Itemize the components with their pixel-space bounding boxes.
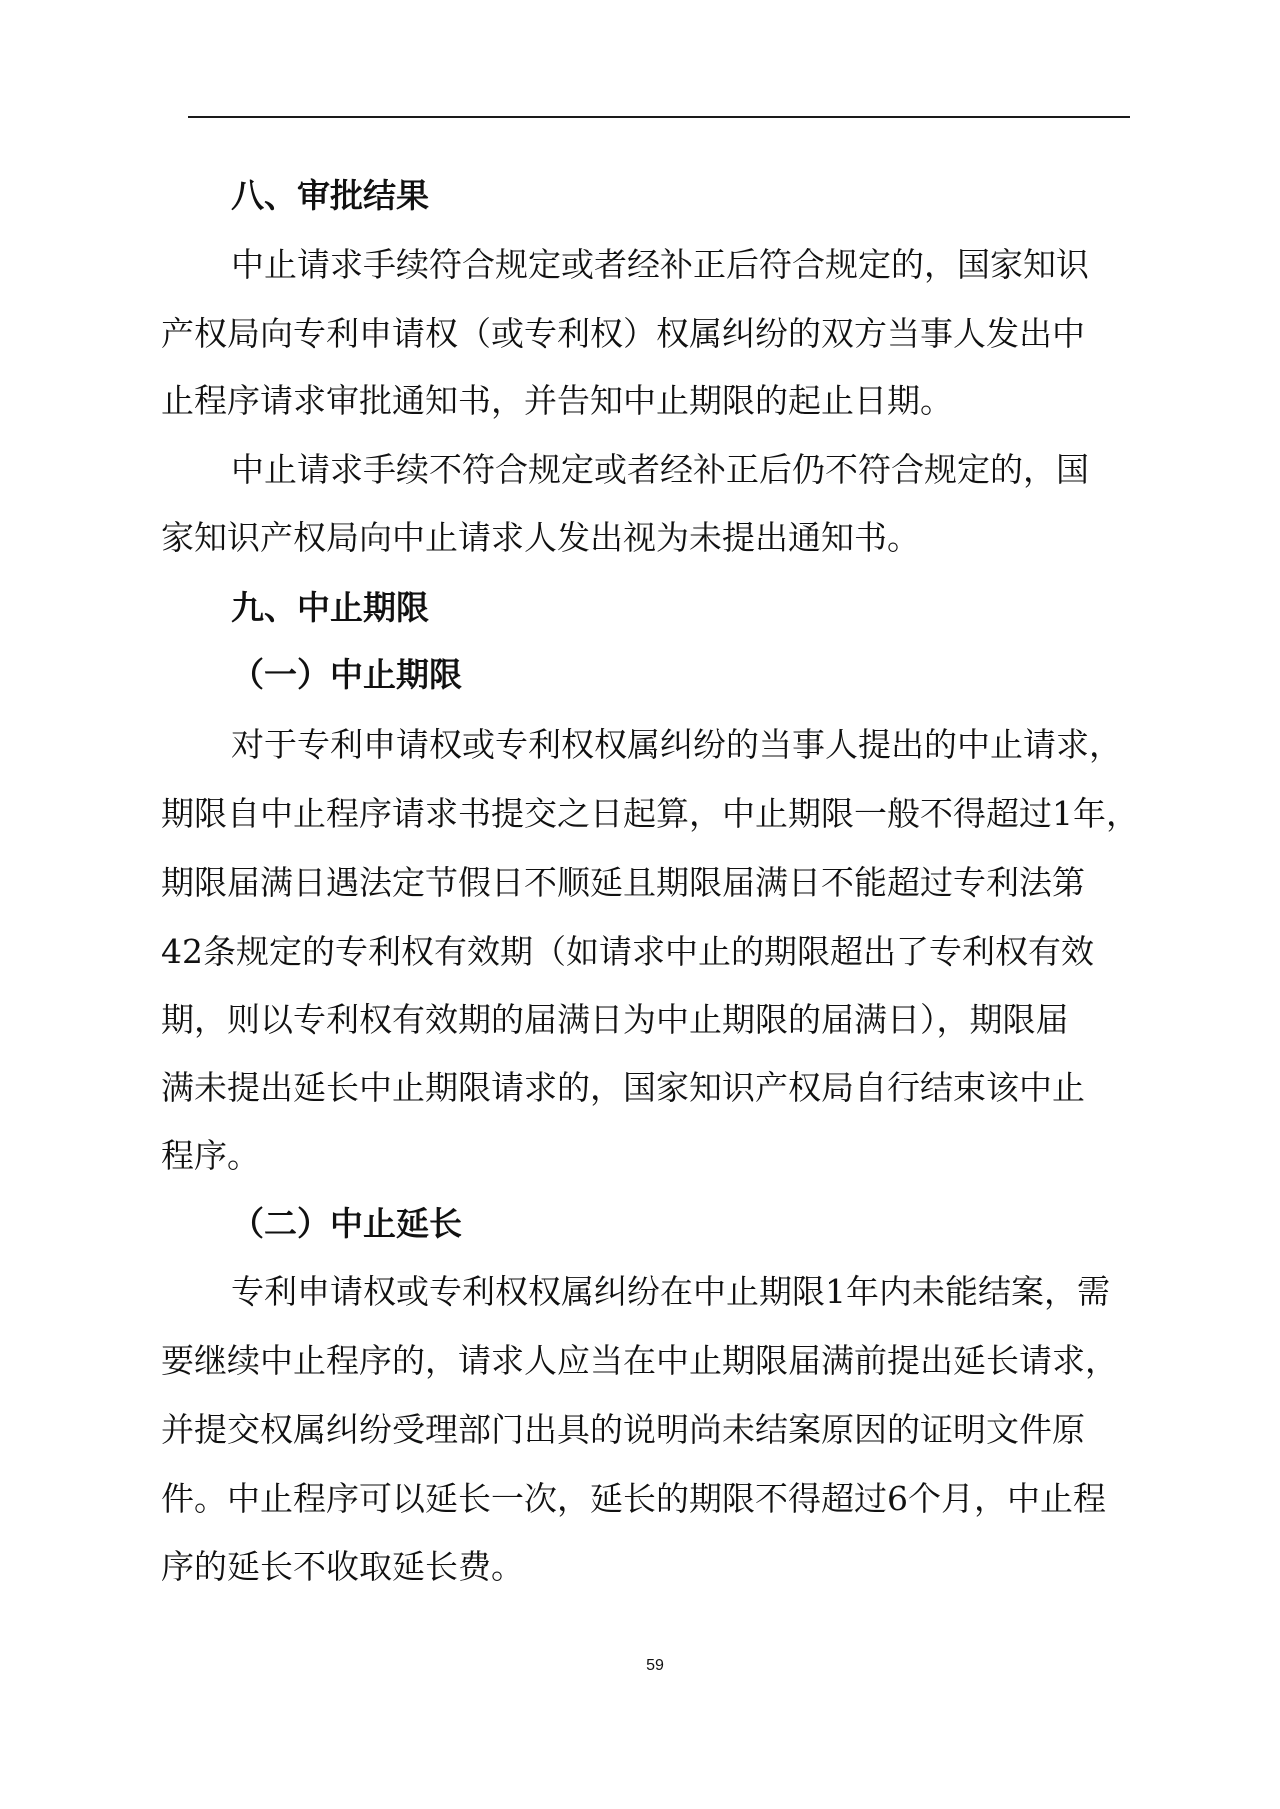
paragraph-line: 中止请求手续符合规定或者经补正后符合规定的，国家知识: [231, 245, 1089, 284]
paragraph-line: 满未提出延长中止期限请求的，国家知识产权局自行结束该中止: [161, 1068, 1085, 1107]
section-heading: 八、审批结果: [231, 176, 429, 215]
paragraph-line: 期限自中止程序请求书提交之日起算，中止期限一般不得超过1年，: [161, 794, 1139, 833]
paragraph-line: 要继续中止程序的，请求人应当在中止期限届满前提出延长请求，: [161, 1341, 1118, 1380]
subsection-heading: （二）中止延长: [231, 1204, 462, 1243]
header-rule: [188, 116, 1130, 118]
paragraph-line: 专利申请权或专利权权属纠纷在中止期限1年内未能结案，需: [231, 1272, 1110, 1311]
paragraph-line: 对于专利申请权或专利权权属纠纷的当事人提出的中止请求，: [231, 725, 1122, 764]
paragraph-line: 序的延长不收取延长费。: [161, 1547, 524, 1586]
page-number: 59: [646, 1657, 664, 1674]
paragraph-line: 并提交权属纠纷受理部门出具的说明尚未结案原因的证明文件原: [161, 1410, 1085, 1449]
paragraph-line: 程序。: [161, 1136, 260, 1175]
paragraph-line: 期限届满日遇法定节假日不顺延且期限届满日不能超过专利法第: [161, 863, 1085, 902]
paragraph-line: 产权局向专利申请权（或专利权）权属纠纷的双方当事人发出中: [161, 314, 1085, 353]
paragraph-line: 中止请求手续不符合规定或者经补正后仍不符合规定的，国: [231, 450, 1089, 489]
section-heading: 九、中止期限: [231, 588, 429, 627]
paragraph-line: 期，则以专利权有效期的届满日为中止期限的届满日），期限届: [161, 1000, 1069, 1039]
subsection-heading: （一）中止期限: [231, 655, 462, 694]
paragraph-line: 家知识产权局向中止请求人发出视为未提出通知书。: [161, 518, 920, 557]
paragraph-line: 件。中止程序可以延长一次，延长的期限不得超过6个月，中止程: [161, 1479, 1106, 1518]
paragraph-line: 42条规定的专利权有效期（如请求中止的期限超出了专利权有效: [161, 932, 1094, 971]
paragraph-line: 止程序请求审批通知书，并告知中止期限的起止日期。: [161, 381, 953, 420]
